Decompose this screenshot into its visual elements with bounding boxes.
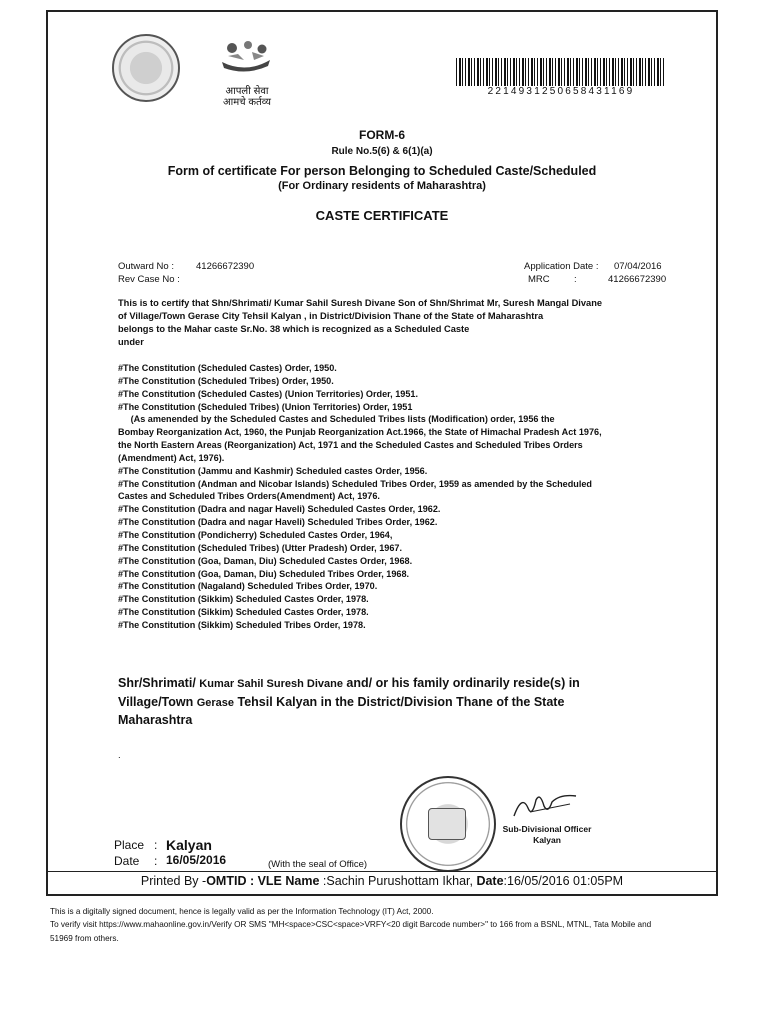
barcode (456, 58, 666, 86)
order-line: #The Constitution (Pondicherry) Scheduled Castes Order, 1964, (118, 529, 393, 540)
printed-date-label: Date (476, 874, 504, 888)
place-value: Kalyan (166, 837, 212, 853)
form-number: FORM-6 (359, 128, 405, 142)
seal-emblem-icon (428, 808, 466, 840)
officer-title: Sub-Divisional Officer (502, 824, 592, 834)
place-label: Place (114, 838, 145, 852)
certificate-subtitle: (For Ordinary residents of Maharashtra) (278, 180, 486, 192)
order-line: #The Constitution (Dadra and nagar Haveli) Scheduled Tribes Order, 1962. (118, 517, 438, 528)
order-line: #The Constitution (Dadra and nagar Haveli) Scheduled Castes Order, 1962. (118, 504, 441, 515)
date-label: Date (114, 854, 140, 868)
order-line: #The Constitution (Sikkim) Scheduled Castes Order, 1978. (118, 594, 369, 605)
logo-tagline-line1: आपली सेवा (225, 86, 269, 97)
order-line: #The Constitution (Scheduled Castes) (Union Territories) Order, 1951. (118, 388, 418, 399)
signature-icon (510, 790, 580, 820)
rule-number: Rule No.5(6) & 6(1)(a) (331, 146, 433, 157)
outward-no-label: Outward No : (118, 261, 174, 272)
divider (46, 871, 718, 872)
order-line: #The Constitution (Sikkim) Scheduled Castes Order, 1978. (118, 607, 369, 618)
order-line: #The Constitution (Goa, Daman, Diu) Scheduled Castes Order, 1968. (118, 555, 413, 566)
certify-line: belongs to the Mahar caste Sr.No. 38 which is recognized as a Scheduled Caste (118, 323, 470, 334)
constitution-orders-list (118, 362, 678, 632)
seal-note: (With the seal of Office) (268, 859, 368, 870)
rev-case-no-label: Rev Case No : (118, 274, 180, 285)
footer-line: To verify visit https://www.mahaonline.gov.in/Verify OR SMS "MH<space>CSC<space>VRFY<20 digit Barcode number>" to 166 from a BSNL, MTNL, Tata Mobile and (50, 920, 652, 930)
certify-paragraph (118, 297, 688, 349)
residence-statement (118, 675, 658, 730)
order-line: Castes and Scheduled Tribes Orders(Amendment) Act, 1976. (118, 491, 380, 502)
logo-tagline (222, 86, 272, 108)
residence-text: and/ or his family ordinarily reside(s) in (342, 676, 580, 690)
order-line: #The Constitution (Sikkim) Scheduled Tribes Order, 1978. (118, 619, 366, 630)
place-separator: : (154, 838, 158, 852)
residence-text: Tehsil Kalyan in the District/Division Thane of the State (234, 694, 565, 709)
order-line: #The Constitution (Scheduled Tribes) (Union Territories) Order, 1951 (118, 401, 413, 412)
printed-date-value: :16/05/2016 01:05PM (503, 874, 624, 888)
certify-line: This is to certify that Shn/Shrimati/ Kumar Sahil Suresh Divane Son of Shn/Shrimat Mr, Suresh Mangal Divane (118, 298, 603, 308)
order-line: #The Constitution (Jammu and Kashmir) Scheduled castes Order, 1956. (118, 465, 428, 476)
order-line: (As amenended by the Scheduled Castes and Scheduled Tribes lists (Modification) order, 1956 the (118, 414, 555, 425)
order-line: (Amendment) Act, 1976). (118, 452, 225, 463)
order-line: the North Eastern Areas (Reorganization) Act, 1971 and the Scheduled Castes and Scheduled Tribes Orders (118, 440, 583, 451)
order-line: #The Constitution (Goa, Daman, Diu) Scheduled Tribes Order, 1968. (118, 568, 410, 579)
aaple-sarkar-logo-icon (218, 40, 274, 72)
mrc-label: MRC (528, 274, 550, 285)
barcode-number: 2214931250658431169 (487, 86, 635, 97)
mrc-separator: : (574, 274, 577, 285)
residence-text: Shr/Shrimati/ (118, 676, 200, 690)
footer-line: 51969 from others. (50, 933, 119, 943)
dot-mark: . (118, 750, 121, 761)
printed-omtid-label: OMTID : VLE Name (206, 874, 323, 888)
residence-text: Village/Town (118, 694, 197, 709)
certify-line: of Village/Town Gerase City Tehsil Kalyan , in District/Division Thane of the State of Maharashtra (118, 310, 544, 321)
footer-line: This is a digitally signed document, hence is legally valid as per the Information Technology (IT) Act, 2000. (50, 907, 434, 916)
date-separator: : (154, 854, 158, 868)
logo-tagline-line2: आमचे कर्तव्य (223, 97, 271, 108)
date-value: 16/05/2016 (166, 853, 227, 867)
printed-vle-name: :Sachin Purushottam Ikhar, (322, 874, 477, 888)
order-line: #The Constitution (Nagaland) Scheduled Tribes Order, 1970. (118, 581, 378, 592)
mrc-value: 41266672390 (608, 274, 667, 285)
outward-no-value: 41266672390 (196, 261, 255, 272)
order-line: #The Constitution (Andman and Nicobar Islands) Scheduled Tribes Order, 1959 as amended by the Scheduled (118, 478, 592, 489)
order-line: Bombay Reorganization Act, 1960, the Punjab Reorganization Act.1966, the State of Himachal Pradesh Act 1976, (118, 427, 602, 438)
officer-place: Kalyan (533, 835, 561, 845)
caste-certificate-heading: CASTE CERTIFICATE (315, 208, 449, 223)
applicant-name: Kumar Sahil Suresh Divane (199, 678, 343, 690)
certify-line: under (118, 336, 144, 347)
application-date-value: 07/04/2016 (614, 261, 662, 272)
state-emblem-icon (112, 34, 180, 102)
application-date-label: Application Date : (524, 261, 599, 272)
footer-notice (50, 905, 730, 945)
order-line: #The Constitution (Scheduled Castes) Order, 1950. (118, 363, 337, 373)
order-line: #The Constitution (Scheduled Tribes) (Utter Pradesh) Order, 1967. (118, 542, 402, 553)
village-name: Gerase (196, 696, 235, 709)
printed-by-prefix: Printed By - (140, 874, 207, 888)
state-name: Maharashtra (118, 713, 193, 727)
printed-by-line (46, 874, 718, 888)
certificate-title: Form of certificate For person Belonging to Scheduled Caste/Scheduled (167, 164, 597, 178)
officer-block (502, 824, 592, 846)
order-line: #The Constitution (Scheduled Tribes) Order, 1950. (118, 375, 334, 386)
